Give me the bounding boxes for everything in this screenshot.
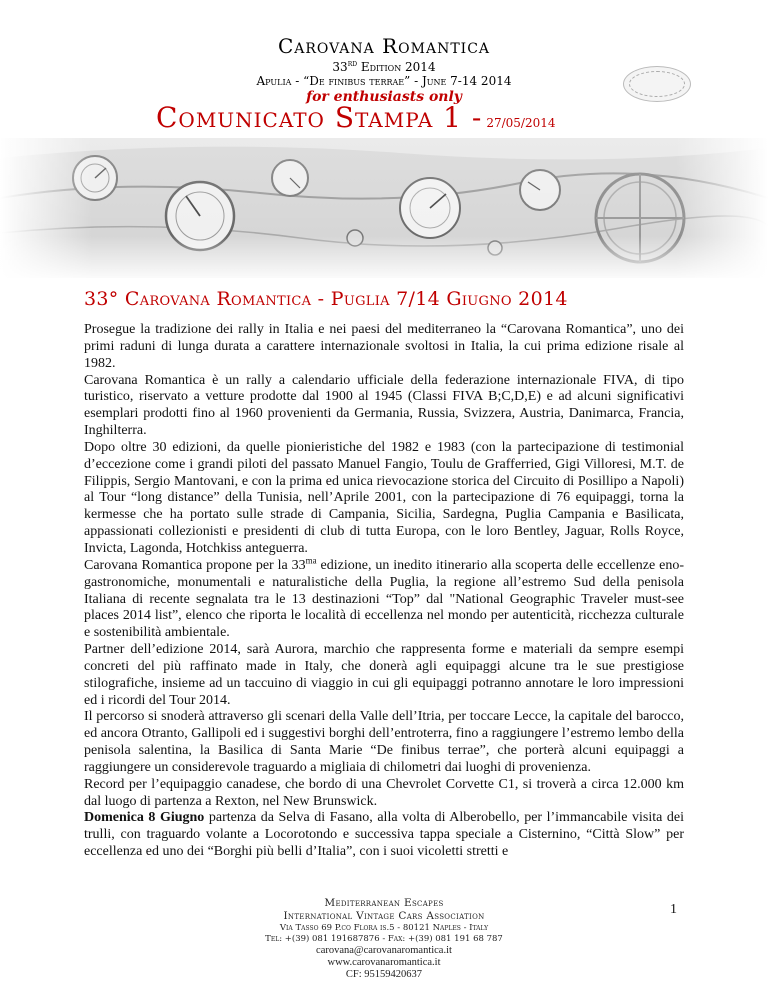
seal-ring [629, 71, 685, 97]
article-title: 33° Carovana Romantica - Puglia 7/14 Giugno 2014 [84, 288, 568, 310]
paragraph: Carovana Romantica è un rally a calendario ufficiale della federazione internazionale FIVA, di tipo turistico, riservato a vetture prodotte dal 1900 al 1945 (Classi FIVA B;C,D,E) e ad alcuni significativi esemplari prodotti fino al 1960 provenienti da Germania, Russia, Svizzera, Austria, Danimarca, Francia, Inghilterra. [84, 372, 684, 439]
ordinal-suffix: ma [305, 555, 317, 566]
footer-cf: CF: 95159420637 [345, 969, 423, 980]
footer [0, 897, 768, 981]
edition-suffix: rd [347, 59, 358, 68]
paragraph [84, 555, 684, 642]
footer-email[interactable]: carovana@carovanaromantica.it [316, 945, 452, 956]
footer-org-name: Mediterranean Escapes [324, 897, 444, 909]
footer-phone: Tel: +(39) 081 191687876 - Fax: +(39) 081 191 68 787 [265, 934, 503, 944]
paragraph-text: partenza da Selva di Fasano, alla volta di Alberobello, per l’immancabile visita dei trulli, con traguardo volante a Locorotondo e successiva tappa speciale a Cisternino, “Città Slow” per eccellenza ed uno dei “Borghi più belli d’Italia”, con i suoi vicoletti stretti e [84, 810, 684, 860]
association-seal-logo [623, 66, 691, 102]
edition-label: Edition 2014 [357, 60, 436, 74]
paragraph-text: edizione, un inedito itinerario alla scoperta delle eccellenze eno-gastronomiche, monumentali e naturalistiche della Puglia, la regione all’estremo Sud della penisola Italiana di recente segnalata tra le 13 destinazioni “Top” dal "National Geographic Traveler must-see places 2014 list”, elenco che riporta le località di eccellenza nel mondo per autenticità, ricchezza culturale e sostenibilità ambientale. [84, 557, 684, 641]
article-body [84, 322, 684, 861]
paragraph: Partner dell’edizione 2014, sarà Aurora, marchio che rappresenta forme e materiali da sempre esempi concreti del più raffinato made in Italy, che donerà agli equipaggi alcune tra le sue prestigiose stilografiche, insieme ad un taccuino di viaggio in cui gli equipaggi potranno annotare le loro impressioni ed i ricordi del Tour 2014. [84, 642, 684, 708]
day-label: Domenica 8 Giugno [84, 810, 205, 826]
paragraph: Prosegue la tradizione dei rally in Italia e nei paesi del mediterraneo la “Carovana Romantica”, uno dei primi raduni di lunga durata a carattere internazionale svoltosi in Italia, la cui prima edizione risale al 1982. [84, 322, 684, 371]
press-release-label: Comunicato Stampa 1 - [156, 101, 483, 134]
paragraph-text: Carovana Romantica propone per la 33 [84, 557, 306, 573]
paragraph [84, 810, 684, 861]
paragraph: Dopo oltre 30 edizioni, da quelle pionieristiche del 1982 e 1983 (con la partecipazione di testimonial d’eccezione come i grandi piloti del passato Manuel Fangio, Toulu de Grafferried, Gigi Villoresi, M.T. de Filippis, Sergio Mantovani, e con la prima ed unica rievocazione storica del Circuito di Posillipo a Napoli) al Tour “long distance” della Tunisia, nell’Aprile 2001, con la partecipazione di 76 equipaggi, torna la kermesse che ha portato sulle strade di Campania, Sicilia, Sardegna, Puglia Campania e Basilicata, appassionati collezionisti e presidenti di club di tutta Europa, con le loro Bentley, Jaguar, Rolls Royce, Invicta, Lagonda, Hotchkiss anteguerra. [84, 439, 684, 556]
press-release-date: 27/05/2014 [486, 116, 556, 130]
paragraph: Record per l’equipaggio canadese, che bordo di una Chevrolet Corvette C1, si troverà a circa 12.000 km dal luogo di partenza a Rexton, nel New Brunswick. [84, 776, 684, 809]
letterhead-title: Carovana Romantica [277, 34, 491, 58]
footer-address: Via Tasso 69 P.co Flora is.5 - 80121 Naples - Italy [279, 923, 489, 933]
edition-number: 33 [332, 60, 348, 74]
footer-website[interactable]: www.carovanaromantica.it [327, 957, 441, 968]
dashboard-banner-image [0, 138, 768, 278]
letterhead-subtitle: Apulia - “De finibus terrae” - June 7-14 2014 [256, 74, 512, 88]
footer-association: International Vintage Cars Association [283, 910, 485, 922]
paragraph: Il percorso si snoderà attraverso gli scenari della Valle dell’Itria, per toccare Lecce, la capitale del barocco, ed ancora Otranto, Gallipoli ed i suggestivi borghi dell’entroterra, fino a raggiungere l’estremo lembo della penisola salentina, la Basilica di Santa Marie “De finibus terrae”, che porterà alcuni equipaggi a raggiungere un considerevole traguardo a migliaia di chilometri dai luoghi di provenienza. [84, 709, 684, 775]
press-release-heading [156, 101, 556, 134]
page-number: 1 [670, 902, 677, 917]
letterhead-tagline: for enthusiasts only [306, 89, 462, 105]
